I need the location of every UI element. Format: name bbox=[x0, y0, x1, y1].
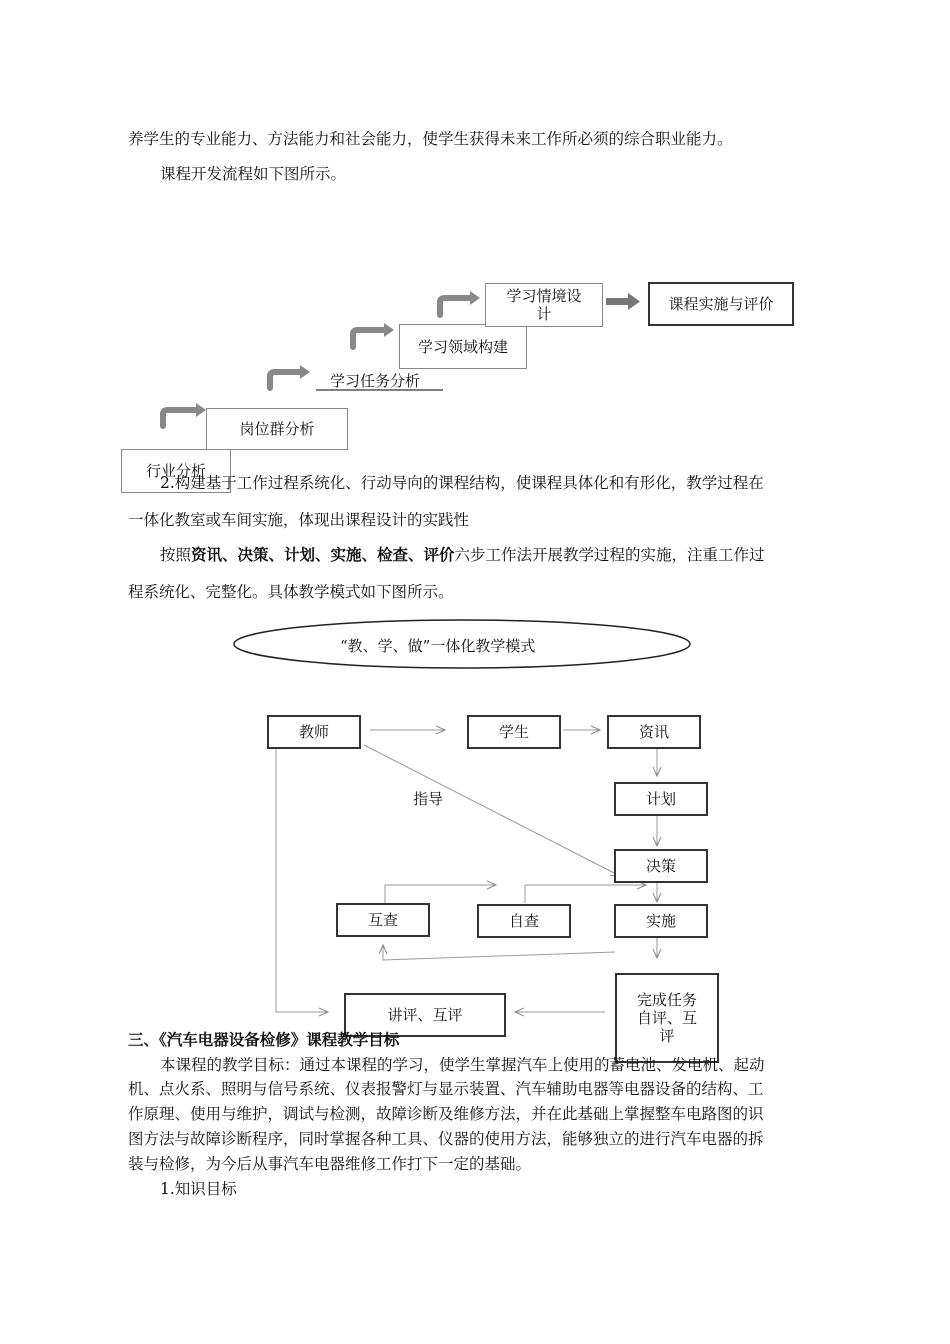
flow-step-job-group-analysis: 岗位群分析 bbox=[206, 408, 348, 450]
paragraph-1: 养学生的专业能力、方法能力和社会能力，使学生获得未来工作所必须的综合职业能力。 bbox=[128, 130, 733, 148]
node-teacher: 教师 bbox=[267, 715, 361, 749]
section3-heading: 三、《汽车电器设备检修》课程教学目标 bbox=[128, 1030, 400, 1049]
node-student: 学生 bbox=[467, 715, 561, 749]
flow-step-implementation-evaluation: 课程实施与评价 bbox=[648, 282, 794, 326]
node-review: 讲评、互评 bbox=[344, 993, 506, 1037]
section3-line: 图方法与故障诊断程序，同时掌握各种工具、仪器的使用方法，能够独立的进行汽车电器的拆 bbox=[128, 1130, 764, 1148]
node-self-check: 自查 bbox=[477, 904, 571, 938]
section2-line2: 一体化教室或车间实施，体现出课程设计的实践性 bbox=[128, 511, 470, 529]
flow-step-industry-analysis: 行业分析 bbox=[121, 449, 231, 493]
section3-line: 作原理、使用与维护，调试与检测，故障诊断及维修方法，并在此基础上掌握整车电路图的识 bbox=[128, 1105, 764, 1123]
section2-line4: 程系统化、完整化。具体教学模式如下图所示。 bbox=[128, 583, 454, 601]
node-implement: 实施 bbox=[614, 904, 708, 938]
flow-step-task-analysis: 学习任务分析 bbox=[330, 372, 421, 390]
section2-line1: 2.构建基于工作过程系统化、行动导向的课程结构，使课程具体化和有形化，教学过程在 bbox=[160, 474, 764, 492]
paragraph-2: 课程开发流程如下图所示。 bbox=[160, 165, 347, 183]
flow-step-learning-domain: 学习领域构建 bbox=[399, 324, 527, 369]
guide-label: 指导 bbox=[413, 790, 444, 808]
node-plan: 计划 bbox=[614, 782, 708, 816]
section2-line3: 按照资讯、决策、计划、实施、检查、评价六步工作法开展教学过程的实施，注重工作过 bbox=[160, 545, 765, 564]
section3-line: 本课程的教学目标：通过本课程的学习，使学生掌握汽车上使用的蓄电池、发电机、起动 bbox=[160, 1056, 765, 1074]
section3-line: 机、点火系、照明与信号系统、仪表报警灯与显示装置、汽车辅助电器等电器设备的结构、工 bbox=[128, 1080, 764, 1098]
section3-line: 装与检修，为今后从事汽车电器维修工作打下一定的基础。 bbox=[128, 1155, 532, 1173]
teaching-mode-title: “教、学、做”一体化教学模式 bbox=[340, 637, 536, 655]
node-decision: 决策 bbox=[614, 849, 708, 883]
section3-subheading: 1.知识目标 bbox=[160, 1180, 237, 1198]
node-mutual-check: 互查 bbox=[336, 903, 430, 937]
node-info: 资讯 bbox=[607, 715, 701, 749]
flow-step-learning-situation: 学习情境设计 bbox=[485, 283, 603, 327]
node-complete-task: 完成任务自评、互评 bbox=[615, 973, 719, 1063]
